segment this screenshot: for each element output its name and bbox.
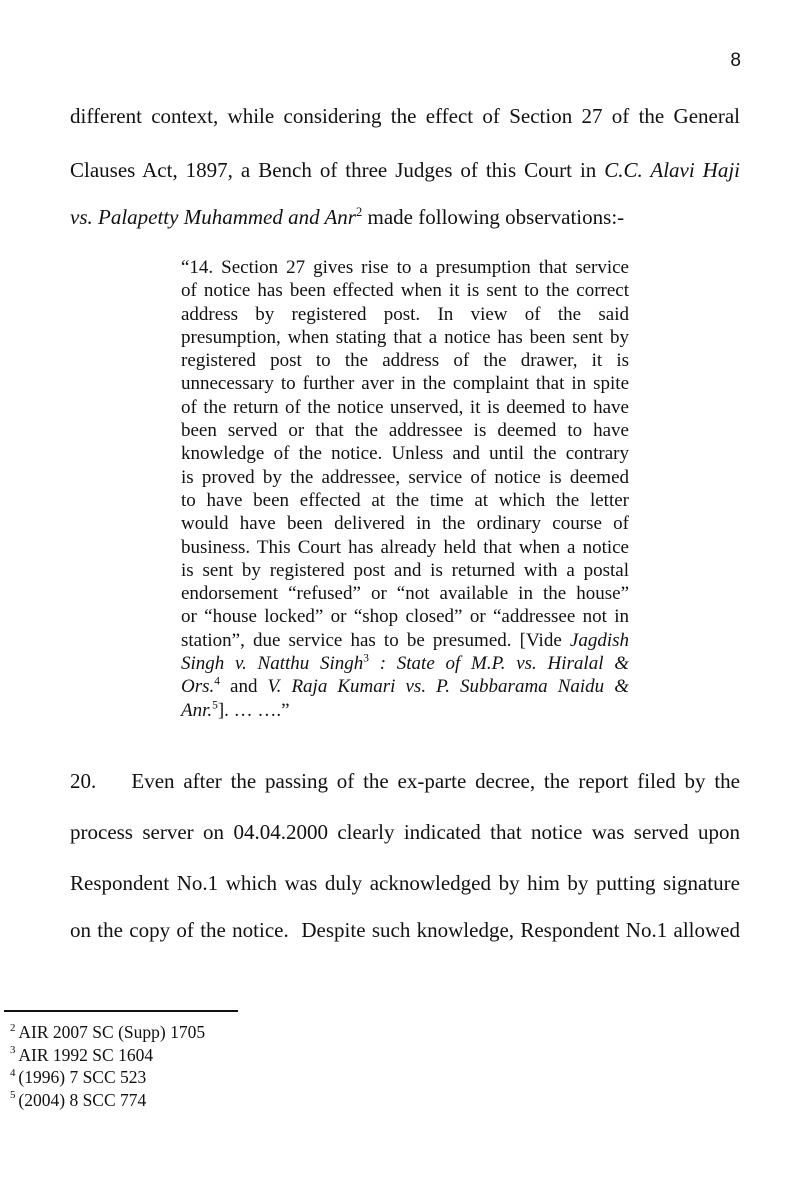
para20-line-2: process server on 04.04.2000 clearly indicated that notice was served upon — [70, 820, 740, 844]
block-quote — [181, 256, 629, 722]
footnote-ref-5: 5 — [212, 699, 218, 712]
footnote-text: (2004) 8 SCC 774 — [18, 1089, 147, 1110]
case-name-palapetty: vs. Palapetty Muhammed and Anr — [70, 205, 356, 229]
quote-line: endorsement “refused” or “not available in the house” — [181, 583, 629, 605]
para20-line-3: Respondent No.1 which was duly acknowledged by him by putting signature — [70, 871, 740, 895]
quote-line: presumption, when stating that a notice has been sent by — [181, 326, 629, 348]
quote-line: of notice has been effected when it is sent to the correct — [181, 280, 629, 302]
quote-line: or “house locked” or “shop closed” or “addressee not in — [181, 606, 629, 628]
quote-line: to have been effected at the time at which the letter — [181, 489, 629, 511]
quote-line: knowledge of the notice. Unless and until the contrary — [181, 443, 629, 465]
quote-line-17-text: station”, due service has to be presumed. [Vide — [181, 629, 570, 651]
footnote-divider — [4, 1010, 238, 1012]
quote-line: address by registered post. In view of the said — [181, 303, 629, 325]
footnote-number: 4 — [10, 1066, 16, 1079]
quote-line-20-text: ]. … ….” — [217, 699, 290, 721]
page-number: 8 — [730, 50, 741, 71]
intro-line-1: different context, while considering the effect of Section 27 of the General — [70, 104, 740, 128]
footnote-number: 3 — [10, 1044, 16, 1057]
case-name-ors: Ors. — [181, 676, 215, 698]
quote-line — [181, 699, 629, 722]
footnote-ref-3: 3 — [363, 652, 369, 665]
footnote — [10, 1044, 205, 1067]
case-name-hiralal: : State of M.P. vs. Hiralal & — [368, 653, 629, 675]
quote-line-19-and: and — [219, 676, 268, 698]
intro-line-3-text: made following observations:- — [362, 205, 625, 229]
case-name-anr: Anr. — [181, 699, 213, 721]
footnote-ref-2: 2 — [355, 204, 363, 219]
intro-line-2 — [70, 158, 740, 182]
quote-line: of the return of the notice unserved, it is deemed to have — [181, 396, 629, 418]
quote-line: been served or that the addressee is deemed to have — [181, 420, 629, 442]
quote-line: would have been delivered in the ordinary course of — [181, 513, 629, 535]
quote-line — [181, 652, 629, 675]
footnote-number: 5 — [10, 1089, 16, 1102]
case-name-alavi-haji: C.C. Alavi Haji — [604, 158, 740, 182]
quote-line: “14. Section 27 gives rise to a presumption that service — [181, 257, 629, 278]
footnote — [10, 1066, 205, 1089]
footnote-ref-4: 4 — [214, 675, 220, 688]
quote-line — [181, 629, 629, 652]
footnote — [10, 1089, 205, 1112]
para20-line-1: 20. Even after the passing of the ex-parte decree, the report filed by the — [70, 769, 740, 793]
quote-line: registered post to the address of the drawer, it is — [181, 350, 629, 372]
quote-line: business. This Court has already held that when a notice — [181, 536, 629, 558]
case-name-jagdish: Jagdish — [569, 629, 629, 651]
footnotes — [10, 1021, 205, 1111]
quote-line: is proved by the addressee, service of notice is deemed — [181, 466, 629, 488]
footnote-text: (1996) 7 SCC 523 — [18, 1067, 147, 1087]
footnote-text: AIR 1992 SC 1604 — [18, 1044, 154, 1065]
quote-line: is sent by registered post and is returned with a postal — [181, 559, 629, 581]
footnote-number: 2 — [10, 1021, 16, 1034]
intro-line-3 — [70, 205, 740, 229]
footnote-text: AIR 2007 SC (Supp) 1705 — [18, 1022, 206, 1042]
case-name-raja-kumari: V. Raja Kumari vs. P. Subbarama Naidu & — [267, 676, 629, 698]
footnote — [10, 1021, 205, 1044]
intro-line-2-text: Clauses Act, 1897, a Bench of three Judges of this Court in — [70, 158, 605, 182]
para20-line-4: on the copy of the notice. Despite such knowledge, Respondent No.1 allowed — [70, 918, 740, 942]
quote-line — [181, 675, 629, 698]
quote-line: unnecessary to further aver in the complaint that in spite — [181, 373, 629, 395]
case-name-natthu-singh: Singh v. Natthu Singh — [181, 653, 364, 675]
